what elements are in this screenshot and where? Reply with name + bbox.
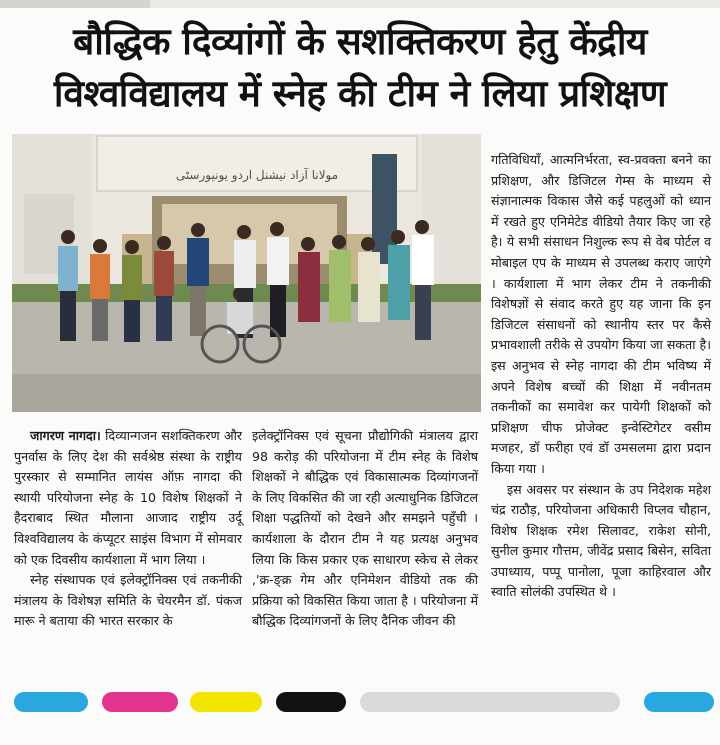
registration-mark-cyan	[14, 692, 88, 712]
article-paragraph: गतिविधियाँ, आत्मनिर्भरता, स्व-प्रवक्ता बनने का प्रशिक्षण, और डिजिटल गेम्स के माध्यम से संज्ञानात्मक विकास जैसे कई पहलुओं को ध्यान में रखते हुए एनिमेटेड वीडियो तैयार किए जा रहे है। ये सभी संसाधन निशुल्क रूप से वेब पोर्टल व मोबाइल एप के माध्यम से उपलब्ध कराए जाएंगे । कार्यशाला में भाग लेकर टीम ने तकनीकी विशेषज्ञों से संवाद करते हुए यह जाना कि इन डिजिटल संसाधनों को स्थानीय स्तर पर कैसे प्रभावशाली तरीके से उपयोग किया जा सकता है। इस अनुभव से स्नेह नागदा की टीम भविष्य में अपने विशेष बच्चों की शिक्षा में नवीनतम तकनीकों का समावेश कर पायेगी शिक्षकों को प्रशिक्षण चीफ प्रोजेक्ट इन्वेस्टिगेटर वसीम मजहर, डॉ फरीहा एवं डॉ उमसलमा द्वारा प्रदान किया गया ।	[491, 152, 711, 476]
article-paragraph: इस अवसर पर संस्थान के उप निदेशक महेश चंद्र राठौड़, परियोजना अधिकारी विप्लव चौहान, विशेष शिक्षक रमेश सिलावट, राकेश सोनी, सुनील कुमार गौत्तम, जीवेंद्र प्रसाद बिसेन, सविता उपाध्याय, पप्पू पानोला, पूजा काहिरवाल और स्वाति सोलंकी उपस्थित थे ।	[491, 481, 711, 600]
registration-mark-grey	[360, 692, 620, 712]
group-photo-illustration	[12, 134, 481, 412]
article-paragraph: इलेक्ट्रॉनिक्स एवं सूचना प्रौद्योगिकी मंत्रालय द्वारा 98 करोड़ की परियोजना में टीम स्नेह के विशेष शिक्षकों ने बौद्धिक एवं विकासात्मक दिव्यांगजनों के लिए विकसित की जा रही अत्याधुनिक डिजिटल शिक्षा पद्धतियों को देखने और समझने पहुँची । कार्यशाला के दौरान टीम ने यह प्रत्यक्ष अनुभव लिया कि किस प्रकार एक साधारण स्केच से लेकर ,'क्र-ङ्क्र गेम और एनिमेशन वीडियो तक की प्रक्रिया को विकसित किया जाता है । परियोजना में बौद्धिक दिव्यांगजनों के लिए दैनिक जीवन की	[252, 428, 478, 629]
article-column-3	[491, 150, 711, 603]
registration-mark-cyan-right	[644, 692, 714, 712]
article-paragraph: स्नेह संस्थापक एवं इलेक्ट्रॉनिक्स एवं तकनीकी मंत्रालय के विशेषज्ञ समिति के चेयरमैन डॉ. पंकज मारू ने बताया की भारत सरकार के	[14, 572, 242, 629]
registration-mark-yellow	[190, 692, 262, 712]
signboard-text: مولانا آزاد نیشنل اردو یونیورسٹی	[175, 168, 339, 182]
group-photo	[12, 134, 481, 412]
article-paragraph	[14, 426, 242, 570]
headline-line-2: विश्वविद्यालय में स्नेह की टीम ने लिया प्रशिक्षण	[53, 72, 667, 115]
paragraph-text: दिव्यान्गजन सशक्तिकरण और पुनर्वास के लिए देश की सर्वश्रेष्ठ संस्था के राष्ट्रीय पुरस्कार से सम्मानित लायंस ऑफ़ नागदा की स्थायी परियोजना स्नेह के 10 विशेष शिक्षकों ने हैदराबाद स्थित मौलाना आजाद राष्ट्रीय उर्दू विश्वविद्यालय के कंप्यूटर साइंस विभाग में सोमवार को एक दिवसीय कार्यशाला में भाग लिया ।	[14, 428, 242, 567]
registration-mark-black	[276, 692, 346, 712]
headline	[10, 16, 710, 120]
print-registration-bar	[0, 688, 720, 718]
article-column-1	[14, 426, 242, 632]
article-column-2	[252, 426, 478, 632]
top-strip	[0, 0, 720, 8]
headline-line-1: बौद्धिक दिव्यांगों के सशक्तिकरण हेतु केंद्रीय	[73, 20, 647, 63]
registration-mark-magenta	[102, 692, 178, 712]
dateline: जागरण नागदा।	[30, 428, 101, 443]
